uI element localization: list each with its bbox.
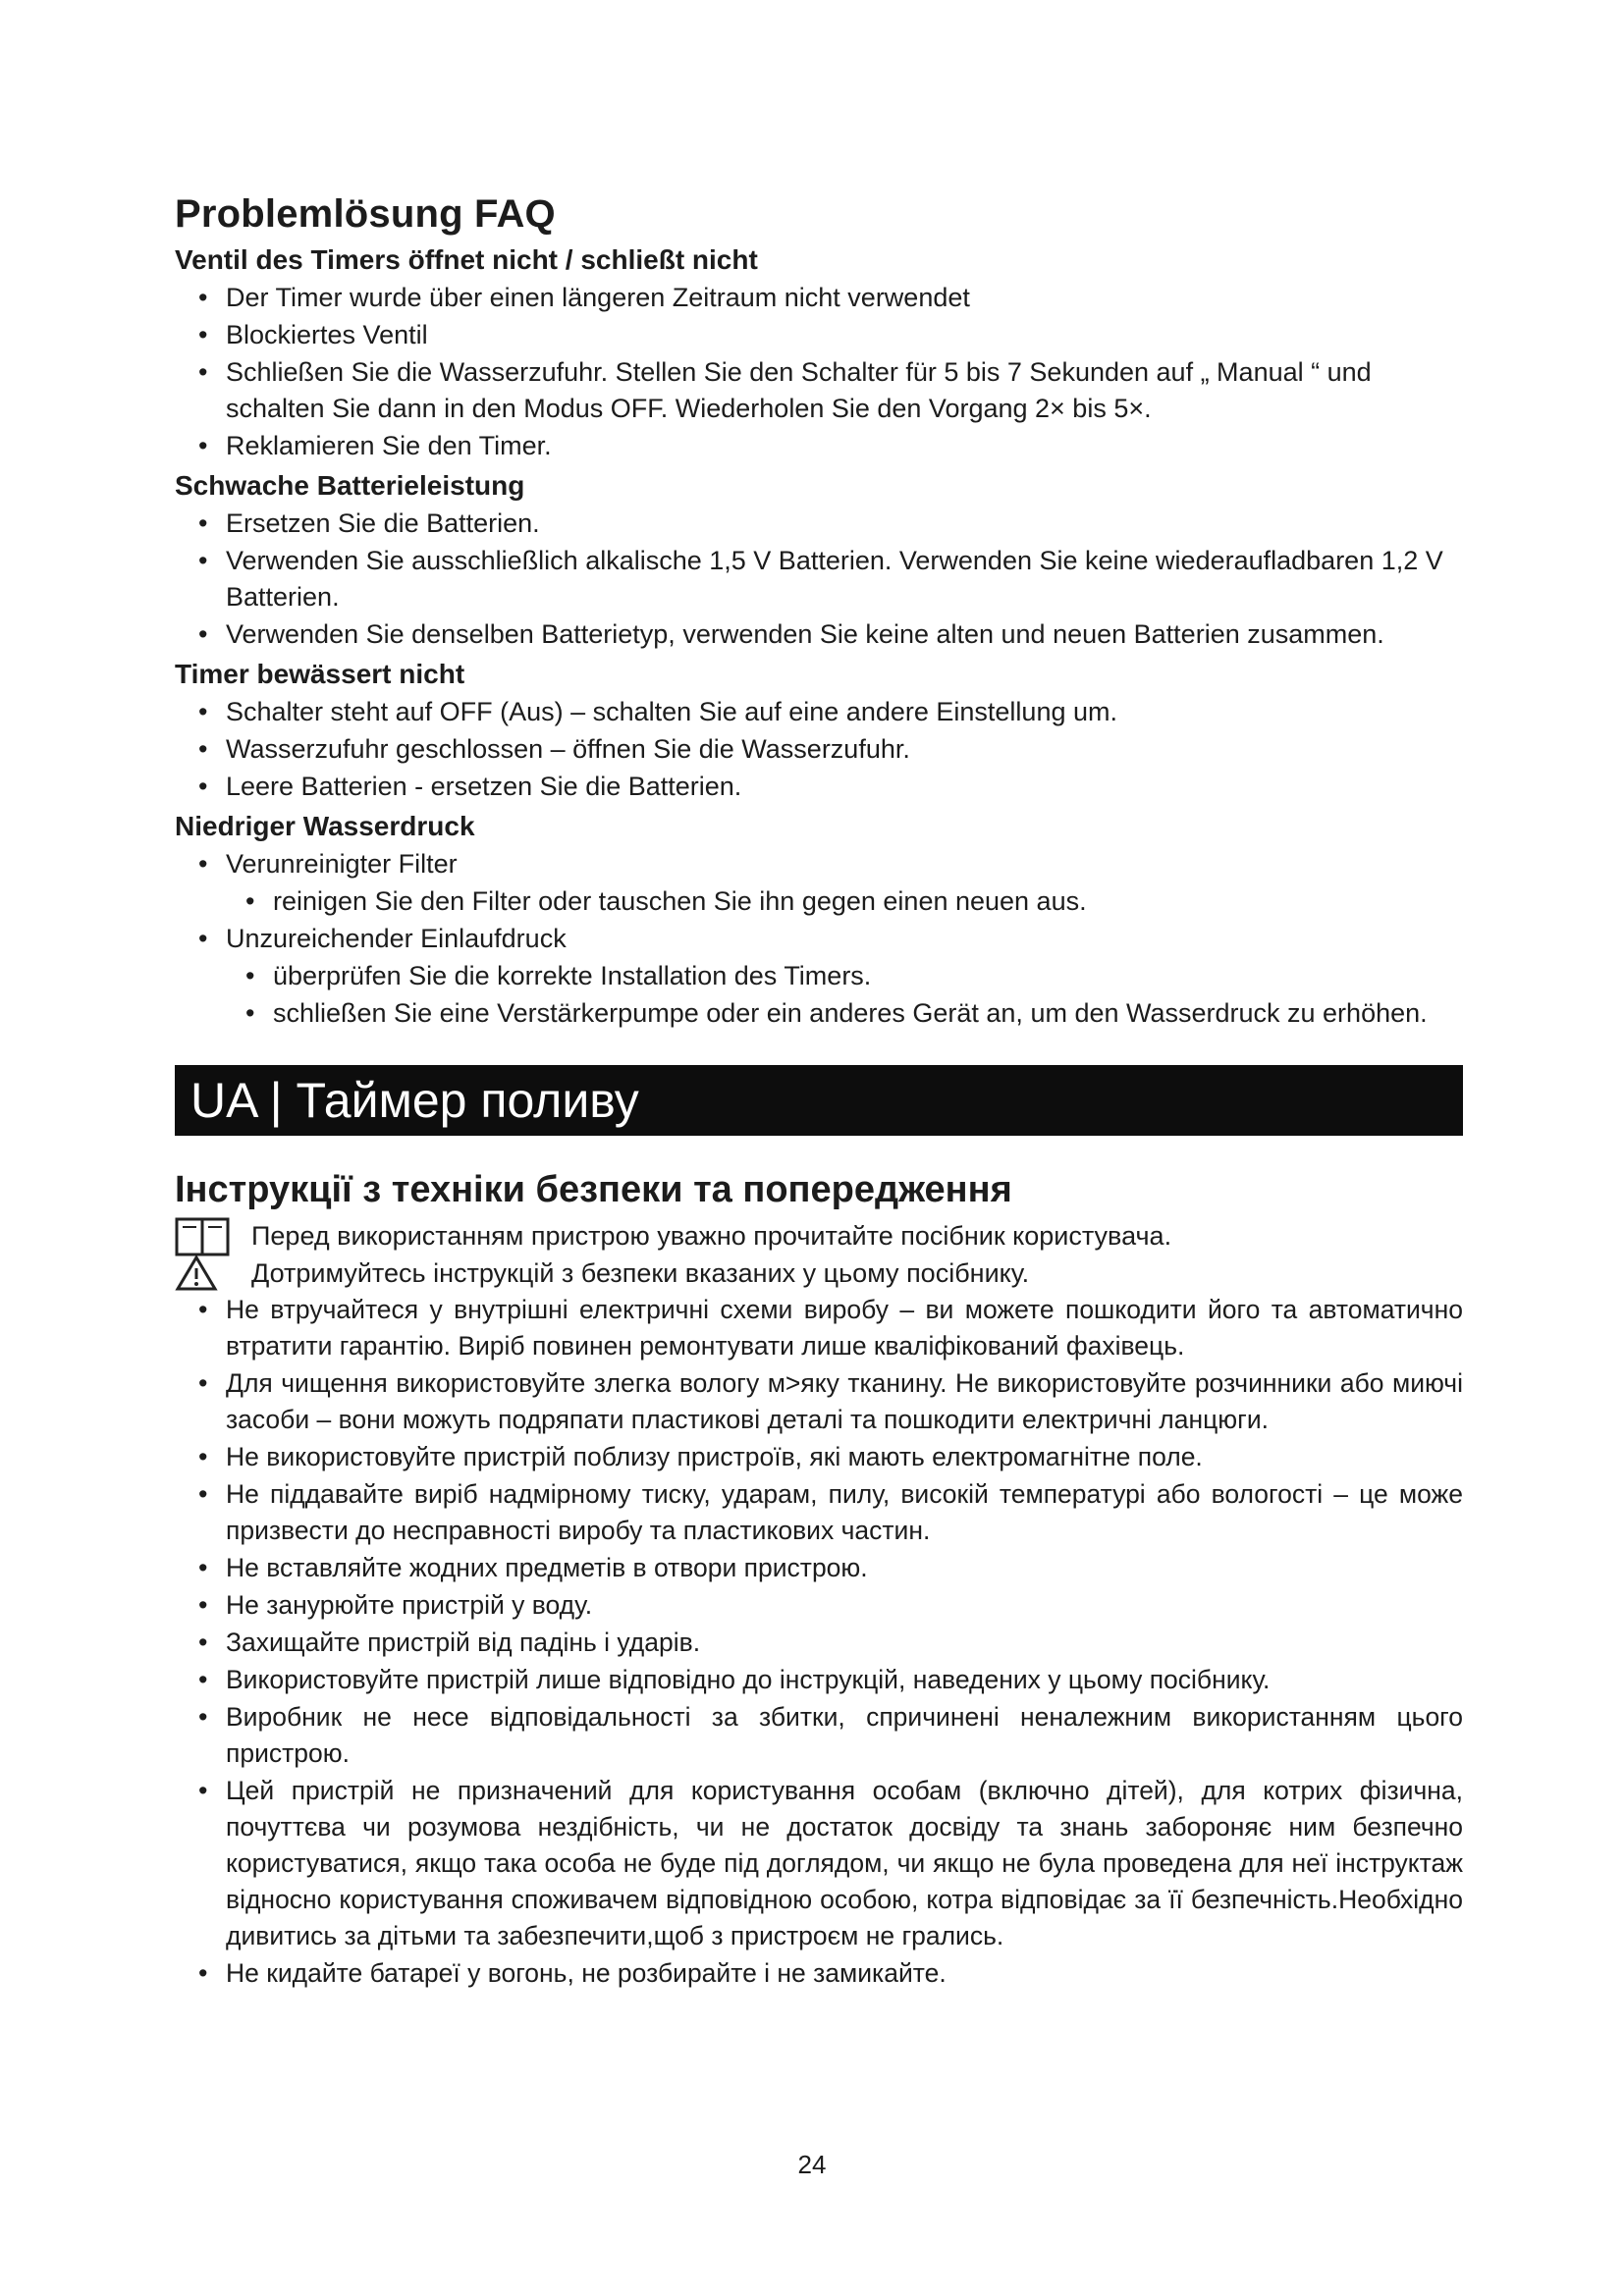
list-item: • Не втручайтеся у внутрішні електричні схеми виробу – ви можете пошкодити його та автоматично втратити гарантію. Виріб повинен ремонтувати лише кваліфікований фахівець. xyxy=(175,1292,1463,1364)
warning-note-text: Дотримуйтесь інструкцій з безпеки вказаних у цьому посібнику. xyxy=(251,1258,1030,1288)
faq-list-battery xyxy=(175,506,1463,653)
faq-list-valve xyxy=(175,280,1463,464)
list-item: • Цей пристрій не призначений для користування особам (включно дітей), для котрих фізична, почуттєва чи розумова нездібність, чи не достаток досвіду та знань забороняє ним безпечно користуватися, якщо така особа не буде під доглядом, чи якщо не була проведена для неї інструктаж відносно користування споживачем відповідною особою, котра відповідає за її безпечність.Необхідно дивитись за дітьми та забезпечити,щоб з пристроєм не грались. xyxy=(175,1773,1463,1954)
list-item: • Використовуйте пристрій лише відповідно до інструкцій, наведених у цьому посібнику. xyxy=(175,1662,1463,1698)
faq-list-no-watering xyxy=(175,694,1463,805)
page-content xyxy=(175,192,1463,1993)
faq-heading-battery: Schwache Batterieleistung xyxy=(175,470,525,501)
faq-list-pressure xyxy=(175,846,1463,1032)
list-item: • Не використовуйте пристрій поблизу пристроїв, які мають електромагнітне поле. xyxy=(175,1439,1463,1475)
safety-title: Інструкції з техніки безпеки та попередження xyxy=(175,1169,1012,1210)
list-subitem: • schließen Sie eine Verstärkerpumpe oder ein anderes Gerät an, um den Wasserdruck zu erhöhen. xyxy=(175,995,1463,1032)
list-subitem: • reinigen Sie den Filter oder tauschen Sie ihn gegen einen neuen aus. xyxy=(175,883,1463,920)
list-item: • Unzureichender Einlaufdruck xyxy=(175,921,1463,957)
faq-heading-no-watering: Timer bewässert nicht xyxy=(175,659,465,689)
list-item: • Blockiertes Ventil xyxy=(175,317,1463,353)
list-item: • Не кидайте батареї у вогонь, не розбирайте і не замикайте. xyxy=(175,1955,1463,1992)
list-item: • Захищайте пристрій від падінь і ударів. xyxy=(175,1625,1463,1661)
book-icon xyxy=(175,1217,230,1256)
faq-heading-pressure: Niedriger Wasserdruck xyxy=(175,811,475,841)
list-item: • Der Timer wurde über einen längeren Zeitraum nicht verwendet xyxy=(175,280,1463,316)
warning-triangle-icon xyxy=(175,1255,218,1292)
warning-note xyxy=(175,1255,1463,1292)
list-item: • Verunreinigter Filter xyxy=(175,846,1463,882)
list-item: • Wasserzufuhr geschlossen – öffnen Sie die Wasserzufuhr. xyxy=(175,731,1463,768)
list-item: • Не вставляйте жодних предметів в отвори пристрою. xyxy=(175,1550,1463,1586)
list-item: • Verwenden Sie denselben Batterietyp, verwenden Sie keine alten und neuen Batterien zusammen. xyxy=(175,616,1463,653)
list-item: • Schließen Sie die Wasserzufuhr. Stellen Sie den Schalter für 5 bis 7 Sekunden auf „ Manual “ und schalten Sie dann in den Modus OFF. Wiederholen Sie den Vorgang 2× bis 5×. xyxy=(175,354,1463,427)
list-item: • Ersetzen Sie die Batterien. xyxy=(175,506,1463,542)
list-item: • Для чищення використовуйте злегка вологу м>яку тканину. Не використовуйте розчинники або миючі засоби – вони можуть подряпати пластикові деталі та пошкодити електричні ланцюги. xyxy=(175,1365,1463,1438)
page-number: 24 xyxy=(797,2150,827,2179)
safety-list xyxy=(175,1292,1463,1992)
manual-note xyxy=(175,1217,1463,1255)
list-item: • Leere Batterien - ersetzen Sie die Batterien. xyxy=(175,769,1463,805)
section-banner: UA | Таймер поливу xyxy=(175,1065,1463,1136)
manual-note-text: Перед використанням пристрою уважно прочитайте посібник користувача. xyxy=(251,1221,1172,1251)
list-item: • Не піддавайте виріб надмірному тиску, ударам, пилу, високій температурі або вологості – це може призвести до несправності виробу та пластикових частин. xyxy=(175,1476,1463,1549)
list-item: • Verwenden Sie ausschließlich alkalische 1,5 V Batterien. Verwenden Sie keine wiederaufladbaren 1,2 V Batterien. xyxy=(175,543,1463,615)
list-item: • Виробник не несе відповідальності за збитки, спричинені неналежним використанням цього пристрою. xyxy=(175,1699,1463,1772)
list-item: • Не занурюйте пристрій у воду. xyxy=(175,1587,1463,1624)
faq-heading-valve: Ventil des Timers öffnet nicht / schließt nicht xyxy=(175,244,758,275)
list-subitem: • überprüfen Sie die korrekte Installation des Timers. xyxy=(175,958,1463,994)
list-item: • Schalter steht auf OFF (Aus) – schalten Sie auf eine andere Einstellung um. xyxy=(175,694,1463,730)
list-item: • Reklamieren Sie den Timer. xyxy=(175,428,1463,464)
faq-title: Problemlösung FAQ xyxy=(175,192,556,236)
